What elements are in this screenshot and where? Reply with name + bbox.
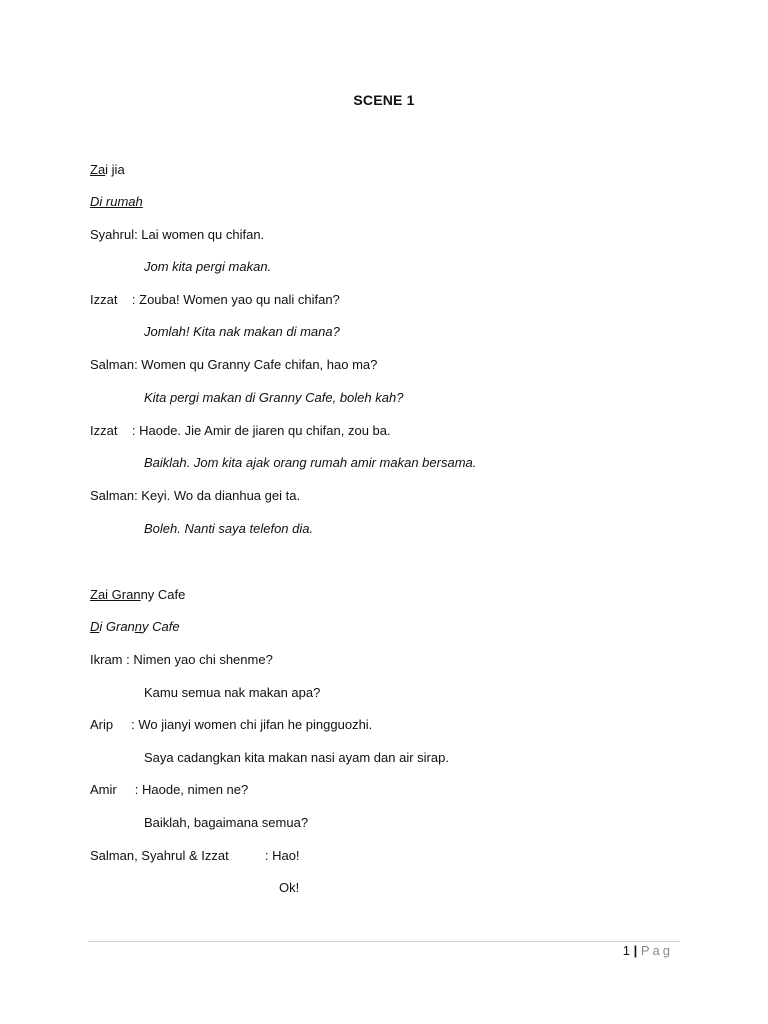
page-footer	[623, 943, 673, 958]
dialogue-line: Izzat : Haode. Jie Amir de jiaren qu chifan, zou ba.	[90, 423, 391, 438]
dialogue-translation: Boleh. Nanti saya telefon dia.	[144, 521, 314, 536]
dialogue-line: Salman: Women qu Granny Cafe chifan, hao ma?	[90, 357, 378, 372]
dialogue-line: Syahrul: Lai women qu chifan.	[90, 227, 265, 242]
section2-subheading-mid: i Gran	[99, 619, 135, 634]
section2-heading-rest: ny Cafe	[140, 587, 186, 602]
dialogue-line: Izzat : Zouba! Women yao qu nali chifan?	[90, 292, 340, 307]
dialogue-translation: Baiklah, bagaimana semua?	[144, 815, 309, 830]
dialogue-translation: Kamu semua nak makan apa?	[144, 685, 321, 700]
dialogue-line: Salman, Syahrul & Izzat : Hao!	[90, 848, 300, 863]
dialogue-translation: Baiklah. Jom kita ajak orang rumah amir makan bersama.	[144, 455, 477, 470]
dialogue-translation: Jom kita pergi makan.	[144, 259, 272, 274]
section1-subheading: Di rumah	[90, 194, 143, 209]
page-separator: |	[633, 943, 638, 958]
section2-heading	[90, 587, 185, 603]
dialogue-line: Ikram : Nimen yao chi shenme?	[90, 652, 273, 667]
section2-subheading	[90, 619, 180, 635]
section1-heading-rest: i jia	[105, 162, 125, 177]
section2-subheading-underlined-2: n	[134, 619, 143, 634]
section1-heading-underlined: Za	[90, 162, 106, 177]
section1-heading	[90, 162, 125, 178]
section2-subheading-rest: y Cafe	[142, 619, 180, 634]
section2-heading-underlined: Zai Gran	[90, 587, 141, 602]
dialogue-line: Salman: Keyi. Wo da dianhua gei ta.	[90, 488, 301, 503]
dialogue-line: Amir : Haode, nimen ne?	[90, 782, 249, 797]
dialogue-translation: Ok!	[279, 880, 300, 895]
section2-subheading-underlined-1: D	[90, 619, 100, 634]
dialogue-translation: Saya cadangkan kita makan nasi ayam dan air sirap.	[144, 750, 449, 765]
page-label: Pag	[640, 943, 673, 958]
footer-divider	[88, 941, 680, 942]
dialogue-line: Arip : Wo jianyi women chi jifan he pingguozhi.	[90, 717, 373, 732]
scene-title: SCENE 1	[353, 92, 415, 108]
dialogue-translation: Kita pergi makan di Granny Cafe, boleh kah?	[144, 390, 404, 405]
dialogue-translation: Jomlah! Kita nak makan di mana?	[144, 324, 340, 339]
page-number: 1	[622, 943, 630, 958]
